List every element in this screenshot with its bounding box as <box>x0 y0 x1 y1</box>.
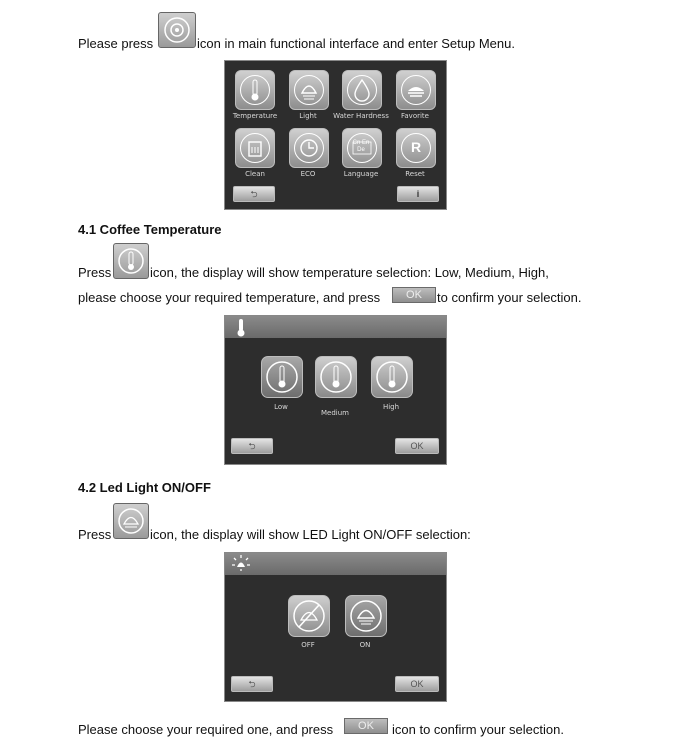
tile-label: Light <box>299 112 317 120</box>
back-icon: ⮌ <box>250 189 258 199</box>
back-button[interactable] <box>231 438 273 454</box>
back-icon: ⮌ <box>248 441 256 451</box>
setup-menu-screen <box>224 60 447 210</box>
temp-low-label: Low <box>274 403 288 411</box>
temp-high-label: High <box>382 403 400 411</box>
thermometer-icon <box>231 316 251 338</box>
eco-tile[interactable] <box>289 128 329 168</box>
thermometer-icon <box>372 357 412 397</box>
section-4-1-line1-after: icon, the display will show temperature selection: Low, Medium, High, <box>150 265 549 280</box>
section-4-2-line-after: icon, the display will show LED Light ON/OFF selection: <box>150 527 471 542</box>
light-on-option[interactable] <box>345 595 387 637</box>
footer-line-before: Please choose your required one, and press <box>78 722 334 737</box>
water-drop-icon <box>343 71 381 109</box>
lamp-icon <box>113 503 149 539</box>
back-button[interactable] <box>233 186 275 202</box>
intro-text-after: icon in main functional interface and enter Setup Menu. <box>197 36 515 51</box>
tile-label: Favorite <box>401 112 429 120</box>
setup-gear-icon <box>158 12 196 48</box>
clean-tile[interactable] <box>235 128 275 168</box>
title-bar <box>225 316 446 338</box>
water-hardness-tile[interactable] <box>342 70 382 110</box>
light-off-icon <box>289 596 329 636</box>
title-bar <box>225 553 446 575</box>
section-4-2-heading: 4.2 Led Light ON/OFF <box>78 480 211 495</box>
temp-medium-label: Medium <box>321 409 349 417</box>
section-4-1-line2-after: to confirm your selection. <box>437 290 582 305</box>
back-icon: ⮌ <box>248 679 256 689</box>
lamp-icon <box>290 71 328 109</box>
intro-text-before: Please press <box>78 36 154 51</box>
thermometer-icon <box>113 243 149 279</box>
tile-label: Clean <box>245 170 265 178</box>
ok-button[interactable]: OK <box>395 676 439 692</box>
section-4-2-line-before: Press <box>78 527 112 542</box>
temp-low-option[interactable] <box>261 356 303 398</box>
ok-button-thumb: OK <box>392 287 436 303</box>
footer-line-after: icon to confirm your selection. <box>392 722 564 737</box>
intro-line <box>78 36 153 51</box>
section-4-1-line1-before: Press <box>78 265 112 280</box>
light-off-label: OFF <box>301 641 315 649</box>
lamp-icon <box>346 596 386 636</box>
info-button[interactable] <box>397 186 439 202</box>
light-screen <box>224 552 447 702</box>
tile-label: ECO <box>300 170 316 178</box>
favorite-tile[interactable] <box>396 70 436 110</box>
temperature-screen <box>224 315 447 465</box>
clean-icon <box>236 129 274 167</box>
tile-label: Water Hardness <box>333 112 389 120</box>
clock-icon <box>290 129 328 167</box>
temperature-tile[interactable] <box>235 70 275 110</box>
light-on-label: ON <box>359 641 371 649</box>
tile-label: Language <box>343 170 379 178</box>
ok-button-thumb: OK <box>344 718 388 734</box>
coffee-cup-icon <box>397 71 435 109</box>
reset-tile[interactable] <box>396 128 436 168</box>
temp-medium-option[interactable] <box>315 356 357 398</box>
intro-line-after <box>197 36 515 51</box>
language-glyph: Cn En De <box>352 140 370 153</box>
temp-high-option[interactable] <box>371 356 413 398</box>
ok-button[interactable]: OK <box>395 438 439 454</box>
back-button[interactable] <box>231 676 273 692</box>
thermometer-icon <box>316 357 356 397</box>
tile-label: Reset <box>405 170 425 178</box>
reset-icon: R <box>410 139 422 155</box>
light-tile[interactable] <box>289 70 329 110</box>
light-off-option[interactable] <box>288 595 330 637</box>
section-4-1-heading: 4.1 Coffee Temperature <box>78 222 222 237</box>
section-4-1-line2-before: please choose your required temperature, and press <box>78 290 381 305</box>
thermometer-icon <box>262 357 302 397</box>
thermometer-icon <box>236 71 274 109</box>
tile-label: Temperature <box>232 112 278 120</box>
light-icon <box>229 553 253 575</box>
info-icon: i <box>416 189 420 199</box>
